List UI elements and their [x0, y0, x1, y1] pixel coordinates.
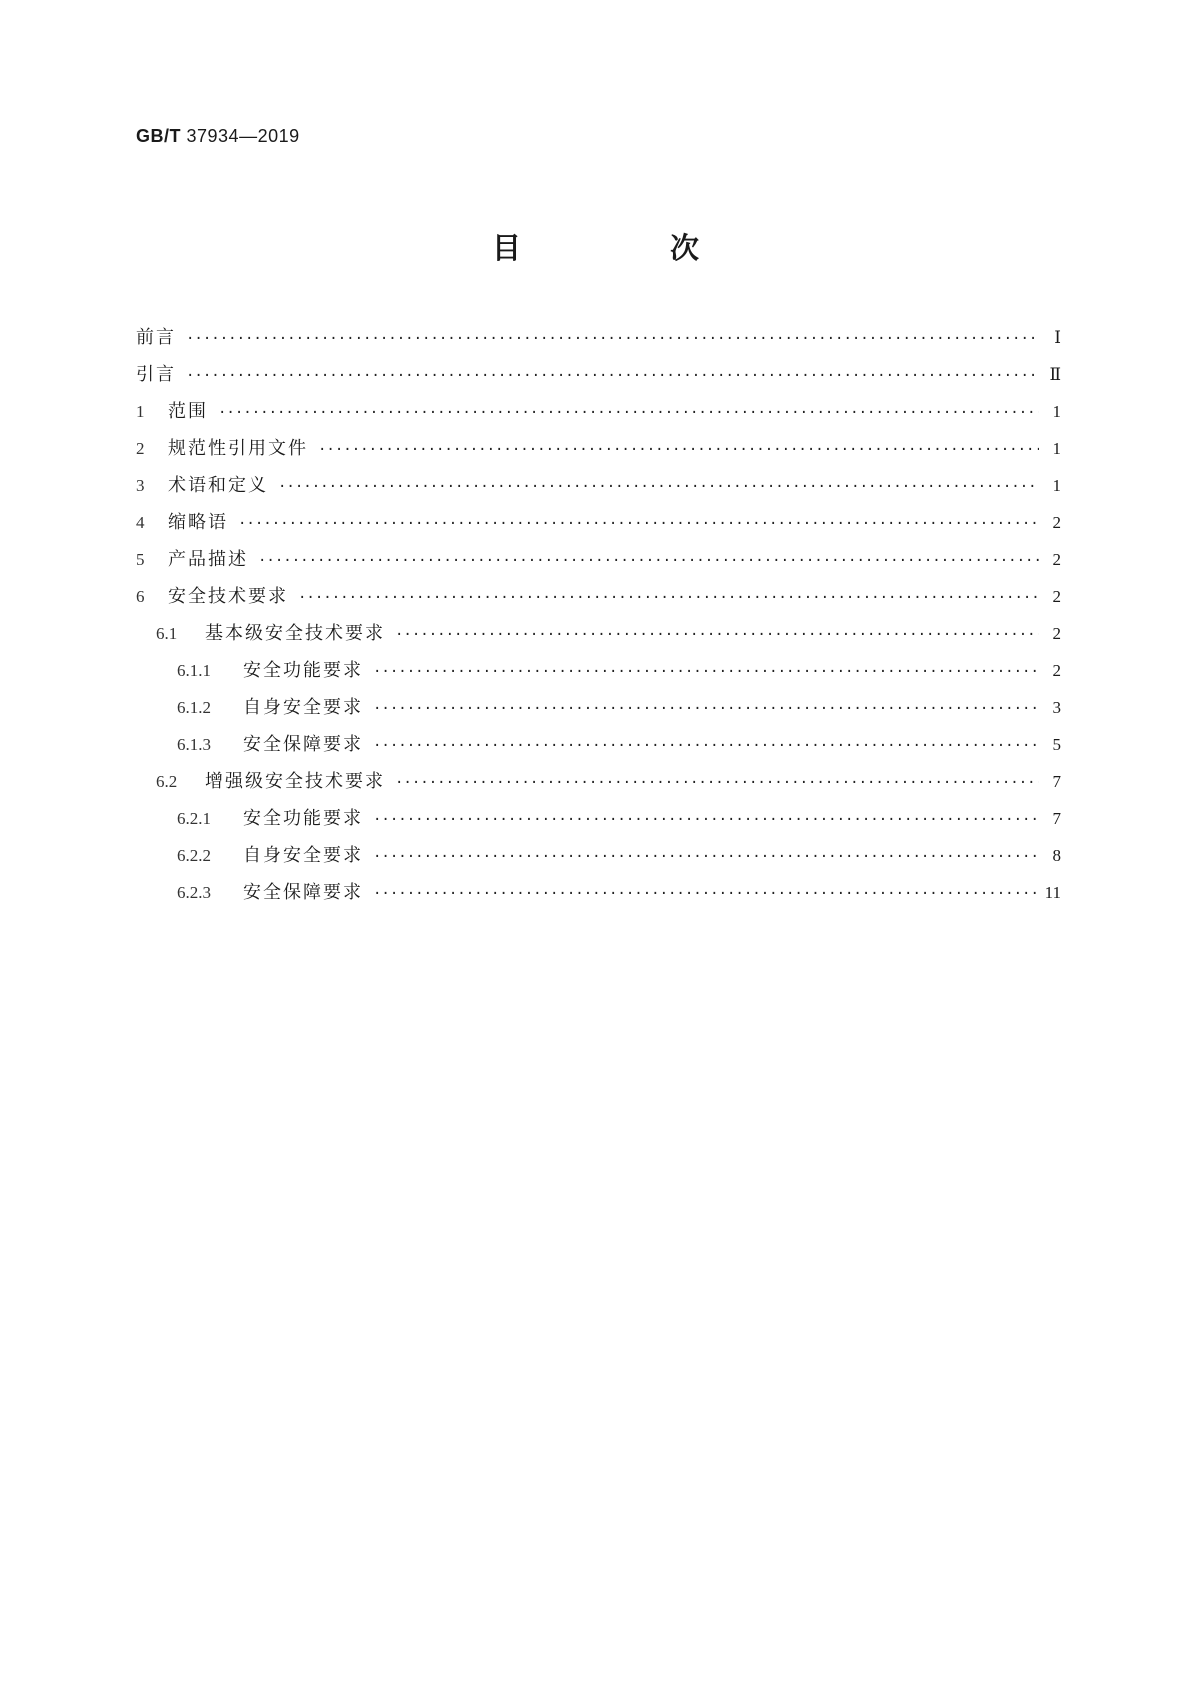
toc-entry-number: 5 [136, 550, 145, 569]
standard-code [136, 126, 300, 147]
toc-leader-dots [186, 331, 1039, 347]
toc-leader-dots [395, 775, 1039, 791]
toc-entry-label: 安全功能要求 [243, 808, 363, 829]
toc-leader-dots [373, 886, 1037, 902]
toc-entry-6-2-3[interactable] [136, 878, 1061, 915]
toc-entry-number: 6 [136, 587, 145, 606]
toc-entry-page: Ⅰ [1054, 328, 1061, 347]
toc-entry-6-1[interactable] [136, 619, 1061, 656]
toc-leader-dots [278, 479, 1039, 495]
toc-entry-page: 5 [1052, 735, 1061, 754]
toc-entry-number: 6.2 [156, 772, 178, 791]
toc-title: 目 次 [491, 231, 759, 265]
toc-entry-page: 2 [1052, 550, 1061, 569]
toc-entry-label: 规范性引用文件 [168, 438, 308, 459]
toc-entry-page: 2 [1052, 513, 1061, 532]
toc-entry-page: Ⅱ [1049, 365, 1061, 384]
toc-entry-page: 2 [1052, 587, 1061, 606]
toc-entry-introduction[interactable] [136, 360, 1061, 397]
toc-entry-label: 引言 [136, 364, 176, 385]
toc-entry-label: 基本级安全技术要求 [205, 623, 385, 644]
toc-entry-3[interactable] [136, 471, 1061, 508]
toc-entry-number: 1 [136, 402, 145, 421]
toc-entry-6-1-3[interactable] [136, 730, 1061, 767]
toc-entry-number: 6.1.3 [177, 735, 211, 754]
toc-entry-label: 自身安全要求 [243, 697, 363, 718]
toc-entry-label: 术语和定义 [168, 475, 268, 496]
toc-entry-6[interactable] [136, 582, 1061, 619]
table-of-contents [136, 323, 1061, 915]
toc-entry-number: 4 [136, 513, 145, 532]
toc-entry-number: 6.2.1 [177, 809, 211, 828]
toc-entry-page: 11 [1044, 883, 1061, 902]
toc-entry-page: 7 [1052, 772, 1061, 791]
toc-entry-2[interactable] [136, 434, 1061, 471]
toc-entry-page: 1 [1052, 402, 1061, 421]
toc-entry-number: 2 [136, 439, 145, 458]
toc-entry-page: 7 [1052, 809, 1061, 828]
toc-leader-dots [298, 590, 1039, 606]
toc-leader-dots [186, 368, 1039, 384]
toc-leader-dots [218, 405, 1039, 421]
toc-entry-label: 缩略语 [168, 512, 228, 533]
toc-entry-number: 6.1 [156, 624, 178, 643]
toc-entry-6-1-1[interactable] [136, 656, 1061, 693]
toc-entry-foreword[interactable] [136, 323, 1061, 360]
toc-entry-6-2-2[interactable] [136, 841, 1061, 878]
standard-prefix: GB/T [136, 126, 181, 146]
toc-entry-label: 前言 [136, 327, 176, 348]
toc-entry-label: 自身安全要求 [243, 845, 363, 866]
toc-leader-dots [258, 553, 1039, 569]
toc-leader-dots [318, 442, 1039, 458]
toc-entry-page: 2 [1052, 661, 1061, 680]
toc-entry-page: 2 [1052, 624, 1061, 643]
toc-entry-page: 8 [1052, 846, 1061, 865]
toc-entry-6-2-1[interactable] [136, 804, 1061, 841]
toc-entry-number: 6.2.2 [177, 846, 211, 865]
toc-leader-dots [238, 516, 1039, 532]
toc-entry-label: 产品描述 [168, 549, 248, 570]
toc-leader-dots [373, 849, 1039, 865]
toc-entry-number: 6.1.1 [177, 661, 211, 680]
toc-entry-label: 安全保障要求 [243, 734, 363, 755]
toc-leader-dots [373, 738, 1039, 754]
toc-entry-page: 1 [1052, 439, 1061, 458]
standard-number: 37934—2019 [186, 126, 300, 146]
toc-leader-dots [373, 701, 1039, 717]
toc-entry-label: 增强级安全技术要求 [205, 771, 385, 792]
toc-entry-label: 安全保障要求 [243, 882, 363, 903]
toc-entry-page: 1 [1052, 476, 1061, 495]
toc-entry-label: 安全功能要求 [243, 660, 363, 681]
toc-entry-4[interactable] [136, 508, 1061, 545]
toc-leader-dots [373, 812, 1039, 828]
toc-entry-6-2[interactable] [136, 767, 1061, 804]
toc-entry-number: 6.1.2 [177, 698, 211, 717]
toc-leader-dots [395, 627, 1039, 643]
toc-entry-label: 安全技术要求 [168, 586, 288, 607]
toc-entry-number: 3 [136, 476, 145, 495]
toc-leader-dots [373, 664, 1039, 680]
toc-entry-6-1-2[interactable] [136, 693, 1061, 730]
toc-entry-1[interactable] [136, 397, 1061, 434]
toc-entry-5[interactable] [136, 545, 1061, 582]
toc-entry-number: 6.2.3 [177, 883, 211, 902]
toc-entry-page: 3 [1052, 698, 1061, 717]
toc-entry-label: 范围 [168, 401, 208, 422]
